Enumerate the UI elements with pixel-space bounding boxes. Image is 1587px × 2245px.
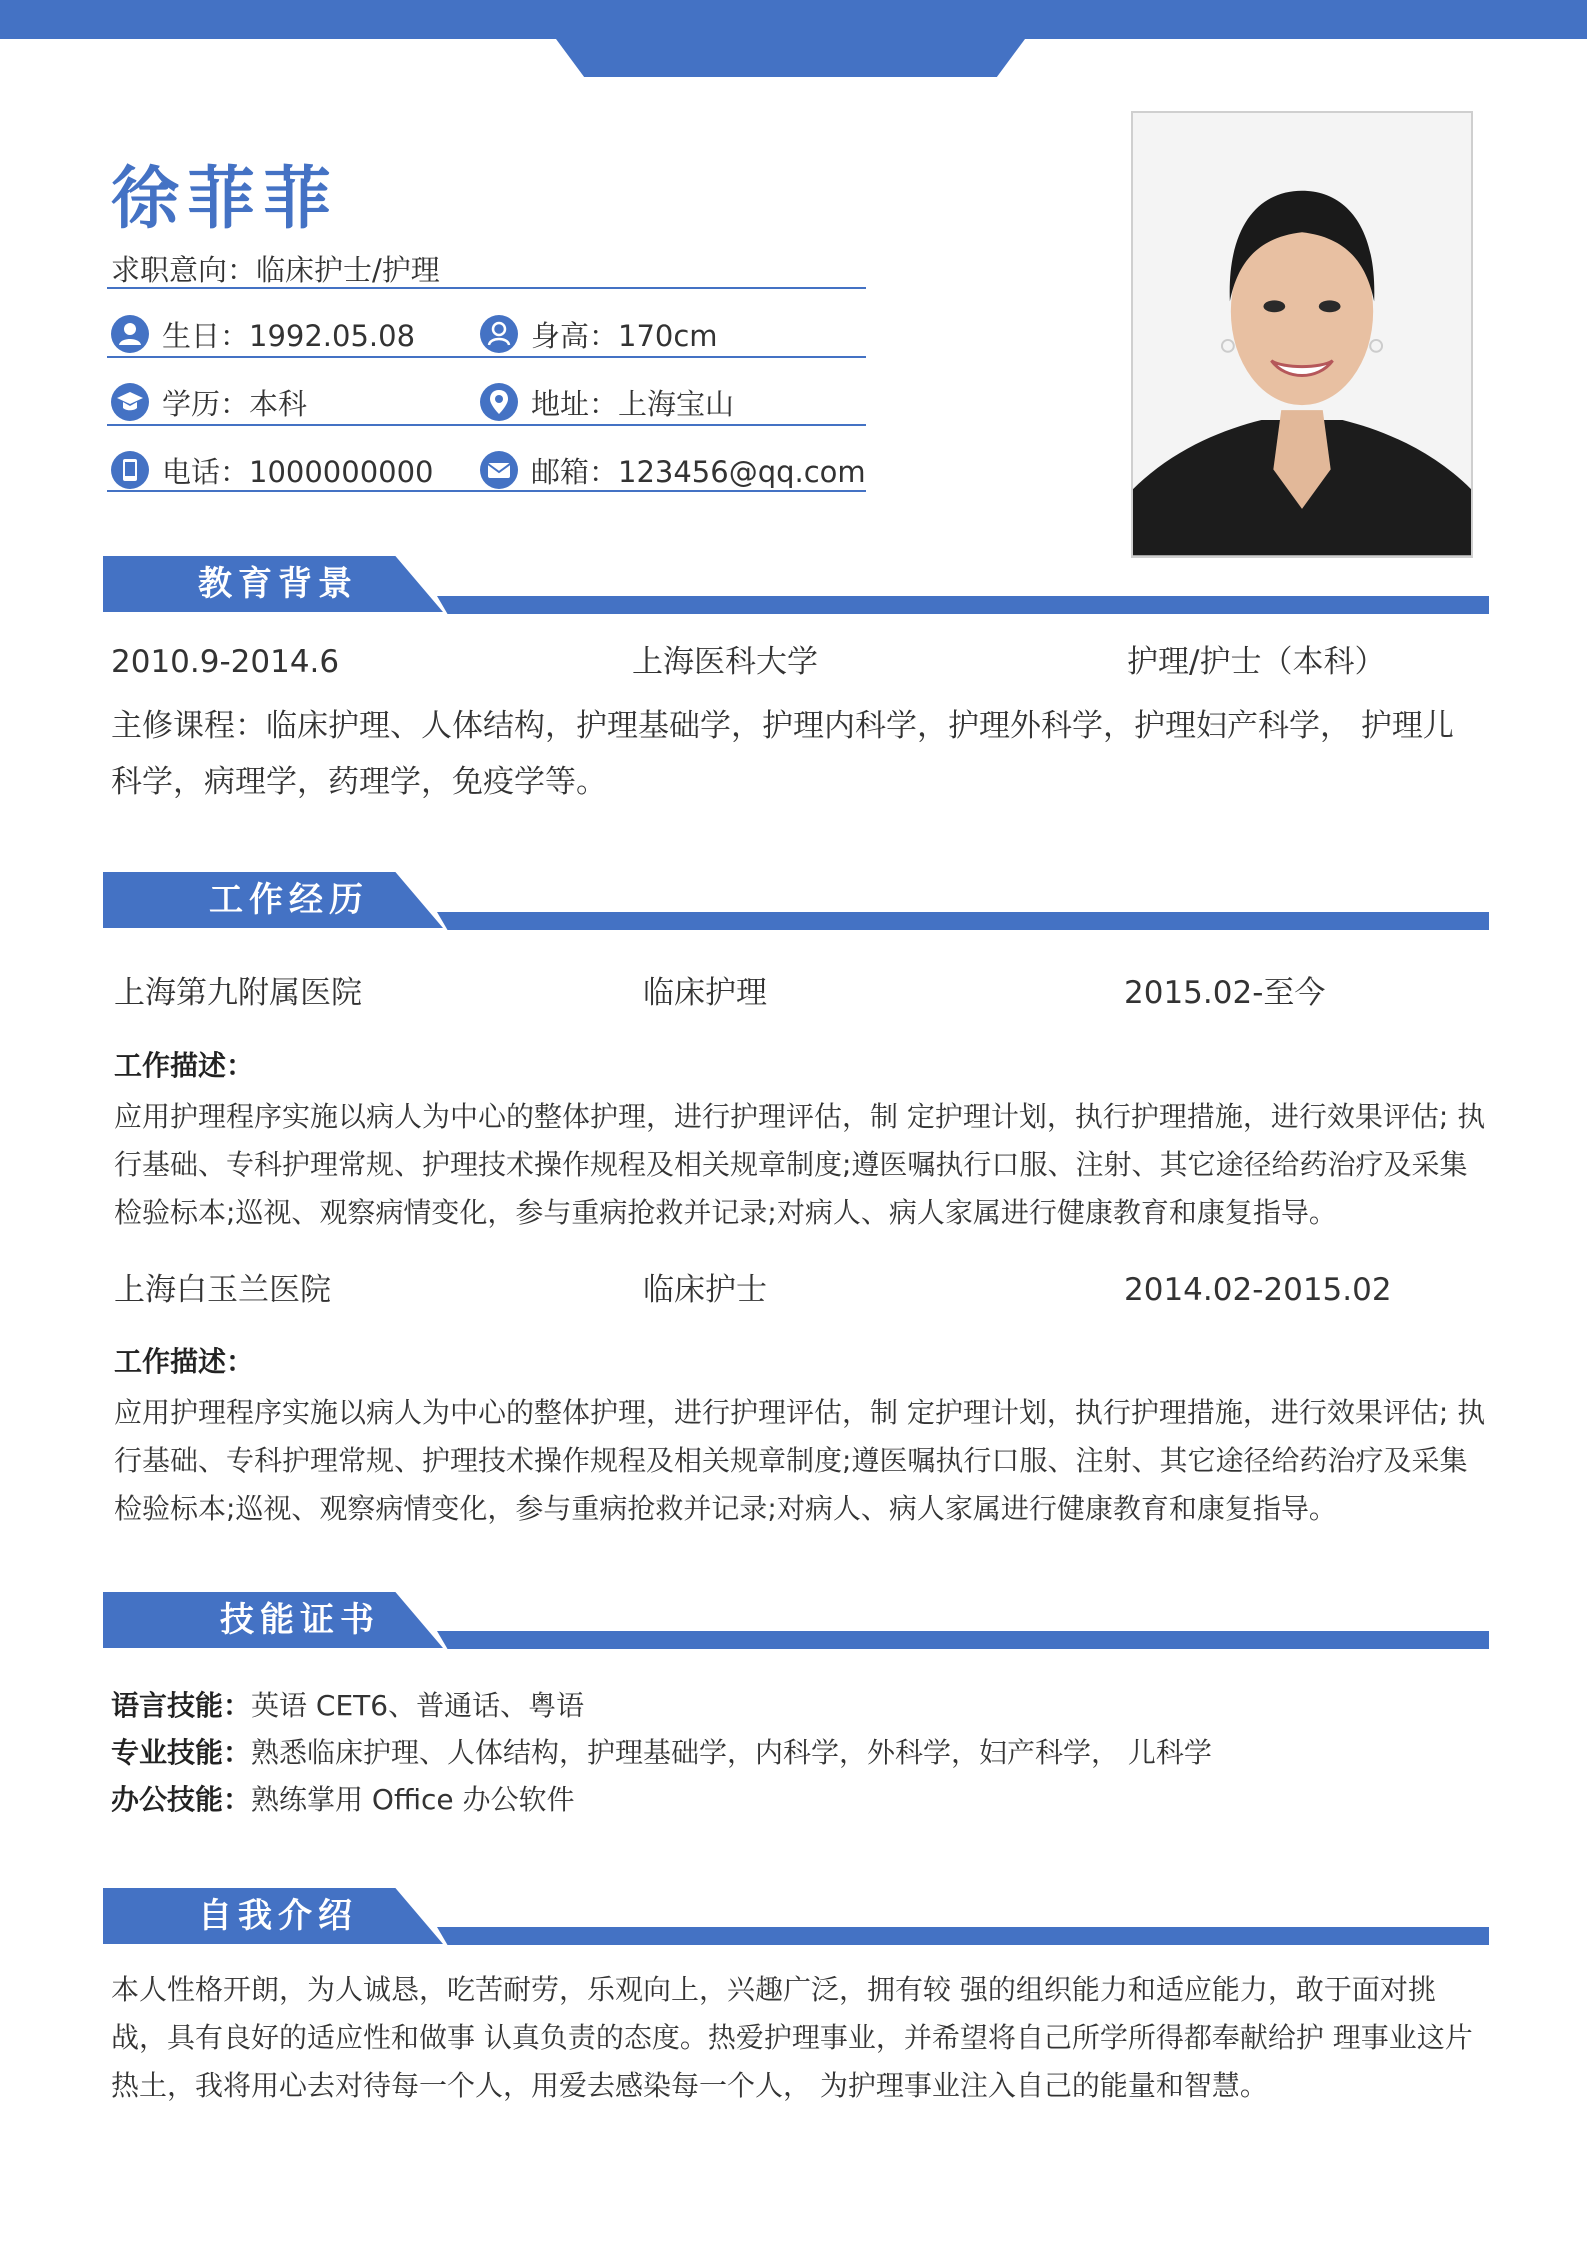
education-period: 2010.9-2014.6 (111, 644, 340, 680)
job-2-period: 2014.02-2015.02 (1124, 1272, 1392, 1308)
info-height (480, 314, 718, 354)
portrait-image (1133, 113, 1471, 556)
skill-office-label: 办公技能： (111, 1783, 252, 1816)
info-phone (111, 450, 434, 490)
info-email (480, 450, 866, 490)
work-section-title: 工作经历 (209, 880, 369, 920)
job-intent: 求职意向：临床护士/护理 (111, 253, 440, 287)
education-section-line (437, 596, 1489, 614)
person-icon (480, 315, 518, 353)
skill-professional-value: 熟悉临床护理、人体结构，护理基础学，内科学，外科学，妇产科学， 儿科学 (251, 1736, 1212, 1769)
job-2-role: 临床护士 (643, 1272, 767, 1308)
info-education (111, 382, 307, 422)
intent-underline (107, 287, 866, 289)
job-2-desc-label: 工作描述： (114, 1345, 255, 1378)
job-1-role: 临床护理 (643, 975, 767, 1011)
skill-office (111, 1776, 575, 1824)
height-text: 身高：170cm (531, 318, 718, 353)
skill-language-label: 语言技能： (111, 1689, 252, 1722)
location-pin-icon (480, 383, 518, 421)
self-intro-text: 本人性格开朗，为人诚恳，吃苦耐劳，乐观向上，兴趣广泛，拥有较 强的组织能力和适应能力，敢于面对挑战，具有良好的适应性和做事 认真负责的态度。热爱护理事业，并希望将自己所学所得都奉献给护 理事业这片热土，我将用心去对待每一个人，用爱去感染每一个人， 为护理事业注入自己的能量和智慧。 (111, 1973, 1473, 2102)
education-courses: 主修课程：临床护理、人体结构，护理基础学，护理内科学，护理外科学，护理妇产科学， 护理儿科学，病理学，药理学，免疫学等。 (111, 708, 1454, 800)
phone-text: 电话：1000000000 (162, 454, 434, 489)
self-section-line (437, 1927, 1489, 1945)
info-divider-1 (107, 356, 866, 358)
job-1-company: 上海第九附属医院 (114, 975, 362, 1011)
phone-icon (111, 451, 149, 489)
skill-language-value: 英语 CET6、普通话、粤语 (251, 1689, 585, 1722)
email-text: 邮箱：123456@qq.com (531, 454, 866, 489)
job-1-desc-label: 工作描述： (114, 1049, 255, 1082)
job-1-period: 2015.02-至今 (1124, 975, 1326, 1011)
info-address (480, 382, 734, 422)
graduation-cap-icon (111, 383, 149, 421)
skills-section-line (437, 1631, 1489, 1649)
info-divider-3 (107, 490, 866, 492)
education-text: 学历：本科 (162, 386, 308, 421)
skill-language (111, 1682, 584, 1730)
skills-section-title: 技能证书 (220, 1600, 380, 1640)
candidate-name: 徐菲菲 (111, 160, 340, 239)
education-major: 护理/护士（本科） (1127, 644, 1386, 680)
education-school: 上海医科大学 (632, 644, 818, 680)
birthday-text: 生日：1992.05.08 (162, 318, 416, 353)
job-1-description: 应用护理程序实施以病人为中心的整体护理，进行护理评估，制 定护理计划，执行护理措施，进行效果评估; 执行基础、专科护理常规、护理技术操作规程及相关规章制度;遵医嘱执行口服、注射、其它途径给药治疗及采集检验标本;巡视、观察病情变化，参与重病抢救并记录;对病人、病人家属进行健康教育和康复指导。 (114, 1100, 1486, 1229)
job-2-company: 上海白玉兰医院 (114, 1272, 331, 1308)
info-birthday (111, 314, 415, 354)
profile-photo (1131, 111, 1473, 558)
skill-professional-label: 专业技能： (111, 1736, 252, 1769)
job-2-description: 应用护理程序实施以病人为中心的整体护理，进行护理评估，制 定护理计划，执行护理措施，进行效果评估; 执行基础、专科护理常规、护理技术操作规程及相关规章制度;遵医嘱执行口服、注射、其它途径给药治疗及采集检验标本;巡视、观察病情变化，参与重病抢救并记录;对病人、病人家属进行健康教育和康复指导。 (114, 1396, 1486, 1525)
education-section-title: 教育背景 (198, 564, 358, 604)
info-divider-2 (107, 424, 866, 426)
work-section-line (437, 912, 1489, 930)
address-text: 地址：上海宝山 (531, 386, 735, 421)
skill-office-value: 熟练掌用 Office 办公软件 (251, 1783, 575, 1816)
top-bar (0, 0, 1587, 39)
mail-icon (480, 451, 518, 489)
skill-professional (111, 1729, 1212, 1777)
self-section-title: 自我介绍 (198, 1896, 358, 1936)
user-icon (111, 315, 149, 353)
top-notch (556, 39, 1025, 77)
